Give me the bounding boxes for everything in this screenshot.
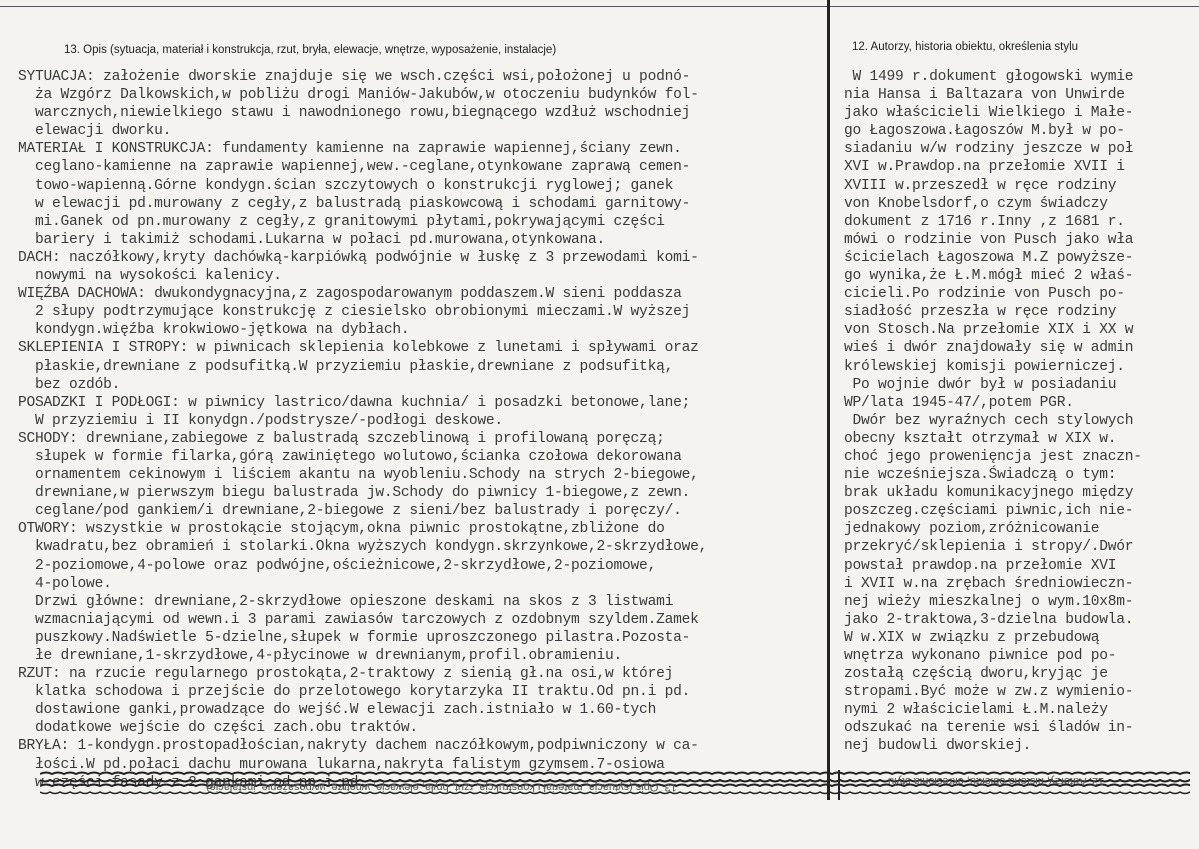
text-line: WIĘŹBA DACHOWA: dwukondygnacyjna,z zagospodarowanym poddaszem.W sieni poddasza [18,286,682,303]
text-line: nej wieży mieszkalnej o wym.10x8m- [844,593,1134,610]
text-line: RZUT: na rzucie regularnego prostokąta,2-traktowy z sienią gł.na osi,w której [18,666,674,683]
text-line: nej budowli dworskiej. [844,738,1032,755]
text-line: go wynika,że Ł.M.mógł mieć 2 właś- [844,268,1134,285]
text-line: ceglano-kamienne na zaprawie wapiennej,wew.-ceglane,otynkowane zaprawą cemen- [18,159,691,176]
text-line: ścicielach Łagoszowa M.Z powyższe- [844,249,1134,266]
text-line: zostałą częścią dworu,kryjąc je [844,666,1108,683]
text-line: bariery i takimiż schodami.Lukarna w połaci pd.murowana,otynkowana. [18,231,606,248]
wave-line [40,773,1190,775]
text-line: jako właścicieli Wielkiego i Małe- [844,105,1134,122]
text-line: drewniane,w pierwszym biegu balustrada jw.Schody do piwnicy 1-biegowe,z zewn. [18,485,691,502]
text-line: POSADZKI I PODŁOGI: w piwnicy lastrico/dawna kuchnia/ i posadzki betonowe,lane; [18,394,691,411]
mirrored-section-13-header: 13. Opis (sytuacja, materiał i konstrukcja, rzut, bryła, elewacje, wnętrze, wyposażenie, instalacje) [206,781,677,793]
text-line: SKLEPIENIA I STROPY: w piwnicach sklepienia kolebkowe z lunetami i spływami oraz [18,340,699,357]
text-line: XVIII w.przeszedł w ręce rodziny [844,177,1117,194]
text-line: nymi 2 właścicielami Ł.M.należy [844,702,1108,719]
text-line: ornamentem cekinowym i liściem akantu na wyobleniu.Schody na strych 2-biegowe, [18,467,699,484]
text-line: XVI w.Prawdop.na przełomie XVII i [844,159,1125,176]
text-line: von Stosch.Na przełomie XIX i XX w [844,322,1134,339]
text-line: wnętrza wykonano piwnice pod po- [844,648,1117,664]
text-line: stropami.Być może w zw.z wymienio- [844,684,1134,701]
text-line: i XVII w.na zrębach średniowieczn- [844,575,1134,592]
text-line: łości.W pd.połaci dachu murowana lukarna,nakryta falistym gzymsem.7-osiowa [18,756,665,773]
top-border-line [0,6,1199,7]
text-line: 2 słupy podtrzymujące konstrukcję z ciesielsko obrobionymi mieczami.W wyższej [18,304,691,321]
text-line: kwadratu,bez obramień i stolarki.Okna wyższych kondygn.skrzynkowe,2-skrzydłowe, [18,539,708,556]
text-line: powstał prawdop.na przełomie XVI [844,557,1117,574]
text-line: mi.Ganek od pn.murowany z cegły,z granitowymi płytami,pokrywającymi części [18,213,665,230]
text-line: BRYŁA: 1-kondygn.prostopadłościan,nakryty dachem naczółkowym,podpiwniczony w ca- [18,738,699,755]
text-line: W w.XIX w związku z przebudową [844,629,1100,646]
text-line: go Łagoszowa.Łagoszów M.był w po- [844,123,1125,140]
text-line: bez ozdób. [18,376,121,393]
text-line: mówi o rodzinie von Pusch jako wła [844,231,1134,248]
text-line: poszczeg.częściami piwnic,ich nie- [844,503,1134,520]
text-line: WP/lata 1945-47/,potem PGR. [844,394,1074,411]
section-13-header: 13. Opis (sytuacja, materiał i konstrukcja, rzut, bryła, elewacje, wnętrze, wyposażenie, instalacje) [64,44,557,56]
text-line: nowymi na wysokości kalenicy. [18,268,282,285]
text-line: siadłość przeszła w ręce rodziny [844,304,1117,321]
text-line: von Knobelsdorf,o czym świadczy [844,195,1108,212]
text-line: w części fasady z 2 gankami od pn.i pd. [18,774,367,791]
column-divider [827,0,830,800]
text-line: w elewacji pd.murowany z cegły,z balustradą piaskowcową i schodami garnitowy- [18,195,691,212]
text-line: przekryć/sklepienia i stropy/.Dwór [844,539,1134,556]
text-line: brak układu komunikacyjnego między [844,485,1134,502]
text-line: ceglane/pod gankiem/i drewniane,2-biegowe z sieni/bez balustrady i poręczy/. [18,503,682,520]
text-line: SYTUACJA: założenie dworskie znajduje się we wsch.części wsi,położonej u podnó- [18,69,691,85]
text-line: wieś i dwór znajdowały się w admin [844,340,1134,357]
text-line: ża Wzgórz Dalkowskich,w pobliżu drogi Maniów-Jakubów,w otoczeniu budynków fol- [18,87,699,104]
text-line: DACH: naczółkowy,kryty dachówką-karpiówką podwójnie w łuskę z 3 przewodami komi- [18,249,699,266]
text-line: jako 2-traktowa,3-dzielna budowla. [844,611,1134,628]
history-text-column [844,68,1194,756]
text-line: nie wcześniejsza.Świadczą o tym: [844,467,1117,484]
text-line: elewacji dworku. [18,123,172,140]
text-line: odszukać na terenie wsi śladów in- [844,720,1134,737]
text-line: cicieli.Po rodzinie von Pusch po- [844,286,1125,303]
text-line: OTWORY: wszystkie w prostokącie stojącym,okna piwnic prostokątne,zbliżone do [18,521,665,538]
text-line: Po wojnie dwór był w posiadaniu [844,376,1117,393]
text-line: warcznych,niewielkiego stawu i nawodnionego rowu,biegnącego wzdłuż wschodniej [18,105,691,122]
text-line: puszkowy.Nadświetle 5-dzielne,słupek w formie uproszczonego pilastra.Pozosta- [18,629,691,646]
text-line: wzmacniającymi od wewn.i 3 parami zawiasów tarczowych z ozdobnym szyldem.Zamek [18,611,699,628]
text-line: Dwór bez wyraźnych cech stylowych [844,412,1134,429]
text-line: W 1499 r.dokument głogowski wymie [844,69,1134,85]
text-line: siadaniu w/w rodziny jeszcze w poł [844,141,1134,158]
text-line: dokument z 1716 r.Inny ,z 1681 r. [844,213,1125,230]
mirrored-section-12-header: 12. Autorzy, historia obiektu, określenia stylu [888,775,1105,787]
text-line: królewskiej komisji powierniczej. [844,358,1125,375]
text-line: SCHODY: drewniane,zabiegowe z balustradą szczeblinową i profilowaną poręczą; [18,430,665,447]
text-line: jednakowy poziom,zróżnicowanie [844,521,1100,538]
text-line: kondygn.więźba krokwiowo-jętkowa na dybłach. [18,322,410,339]
text-line: płaskie,drewniane z podsufitką.W przyziemiu płaskie,drewniane z podsufitką, [18,358,674,375]
text-line: nia Hansa i Baltazara von Unwirde [844,87,1125,104]
text-line: słupek w formie filarka,górą zawiniętego wolutowo,ścianka czołowa dekorowana [18,448,682,465]
text-line: dodatkowe wejście do części zach.obu traktów. [18,720,418,737]
text-line: obecny kształt otrzymał w XIX w. [844,430,1117,447]
text-line: 4-polowe. [18,575,112,592]
text-line: MATERIAŁ I KONSTRUKCJA: fundamenty kamienne na zaprawie wapiennej,ściany zewn. [18,141,682,158]
text-line: Drzwi główne: drewniane,2-skrzydłowe opieszone deskami na skos z 3 listwami [18,593,674,610]
text-line: 2-poziomowe,4-polowe oraz podwójne,ościeżnicowe,2-skrzydłowe,2-poziomowe, [18,557,657,574]
text-line: W przyziemiu i II konydgn./podstrysze/-podłogi deskowe. [18,412,503,429]
text-line: łe drewniane,1-skrzydłowe,4-płycinowe w drewnianym,profil.obramieniu. [18,648,623,664]
text-line: dostawione ganki,prowadzące do wejść.W elewacji zach.istniało w 1.60-tych [18,702,657,719]
section-12-header: 12. Autorzy, historia obiektu, określenia stylu [852,41,1079,53]
text-line: choć jego prowenięncja jest znaczn- [844,448,1142,465]
text-line: towo-wapienną.Górne kondygn.ścian szczytowych o konstrukcji ryglowej; ganek [18,177,674,194]
description-text-column [18,68,823,792]
text-line: klatka schodowa i przejście do przelotowego korytarzyka II traktu.Od pn.i pd. [18,684,691,701]
